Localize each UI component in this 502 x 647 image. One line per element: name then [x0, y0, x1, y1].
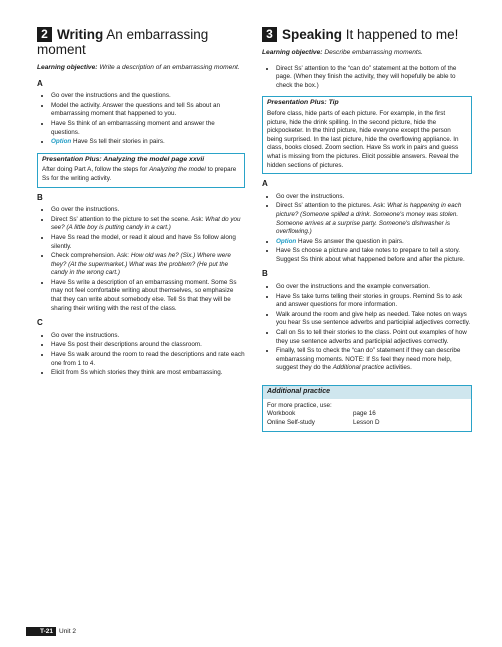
writing-title-bold: Writing [57, 27, 104, 42]
speaking-part-b-label: B [262, 269, 268, 279]
text-part: to prepare Ss for the writing activity. [42, 166, 237, 182]
presentation-tip-box [262, 96, 472, 174]
objective-label: Learning objective: [37, 64, 98, 71]
list-item: • Walk around the room and give help as needed. Take notes on ways you hear Ss use sentence adverbs and participial adjectives correctly. [276, 311, 472, 328]
speaking-title-rest: It happened to me! [345, 27, 459, 42]
list-item: • Model the activity. Answer the questions and tell Ss about an embarrassing moment that happened to you. [51, 102, 245, 119]
page-footer [26, 627, 76, 636]
list-item: • Have Ss think of an embarrassing moment and answer the questions. [51, 120, 245, 137]
presentation-plus-text [42, 166, 240, 183]
page-number: T-21 [26, 627, 56, 636]
text-part: Check comprehension. Ask: [51, 252, 131, 260]
additional-practice-row [267, 419, 467, 428]
speaking-intro-list [262, 65, 472, 91]
writing-heading [37, 27, 245, 57]
list-item: • Have Ss post their descriptions around the classroom. [51, 341, 245, 350]
speaking-objective [262, 49, 472, 58]
writing-part-a-label: A [37, 78, 43, 88]
list-item [51, 138, 245, 147]
resource-name: Online Self-study [267, 418, 315, 426]
list-item [51, 252, 245, 278]
writing-part-c-list [37, 332, 245, 378]
speaking-part-a-label: A [262, 179, 268, 189]
resource-name: Workbook [267, 410, 296, 418]
text-italic: Additional practice [332, 364, 385, 372]
text-italic: What do you see? (A little boy is putting candy in a cart.) [51, 215, 241, 232]
speaking-part-b-list [262, 283, 472, 373]
additional-practice-row [267, 410, 467, 419]
list-item: • Go over the instructions and the questions. [51, 92, 245, 101]
writing-part-c-label: C [37, 318, 43, 328]
text-part: Direct Ss' attention to the picture to set the scene. Ask: [51, 215, 206, 223]
list-item: • Go over the instructions. [276, 193, 472, 202]
additional-practice-title: Additional practice [263, 386, 471, 399]
objective-text: Describe embarrassing moments. [324, 49, 423, 56]
writing-objective [37, 64, 245, 73]
objective-label: Learning objective: [262, 49, 323, 56]
text-part: Direct Ss' attention to the pictures. Ask: [276, 202, 388, 210]
additional-practice-body [263, 399, 471, 432]
presentation-tip-text: Before class, hide parts of each picture. For example, in the first picture, hide the drink spilling. In the second picture, hide the pickpocketer. In the third picture, hide everyone except the person being surprised. In the last picture, hide the overflowing appliance. In class, books closed. Zoom section. Have Ss work in pairs and guess what is missing from the pictures. Elicit possible answers. Reveal the hidden sections of pictures. [267, 109, 459, 169]
list-item [276, 238, 472, 247]
list-item: • Call on Ss to tell their stories to the class. Point out examples of how they use sentence adverbs and participial adjectives correctly. [276, 329, 472, 346]
option-text: Have Ss tell their stories in pairs. [73, 138, 165, 146]
text-part: After doing Part A, follow the steps for [42, 166, 150, 174]
list-item: • Elicit from Ss which stories they think are most embarrassing. [51, 369, 245, 378]
additional-practice-intro: For more practice, use: [267, 401, 332, 409]
list-item [276, 202, 472, 236]
writing-title-rest: An embarrassing moment [37, 27, 209, 57]
list-item: • Have Ss write a description of an embarrassing moment. Some Ss may not feel comfortable writing about themselves, so emphasize that they can write about somebody else. Tell Ss that they will be sharing their writing with the rest of the class. [51, 279, 245, 313]
additional-practice-box [262, 385, 472, 432]
list-item [276, 347, 472, 373]
text-part: activities. [384, 364, 412, 372]
unit-label: Unit 2 [59, 628, 76, 635]
list-item: • Have Ss choose a picture and take notes to prepare to tell a story. Suggest Ss think about what happened before and after the picture. [276, 247, 472, 264]
speaking-heading [262, 27, 472, 42]
option-label: Option [51, 138, 72, 146]
list-item: • Go over the instructions. [51, 332, 245, 341]
writing-part-b-label: B [37, 192, 43, 202]
list-item: • Direct Ss' attention to the “can do” statement at the bottom of the page. (When they finish the activity, they will hopefully be able to check the box.) [276, 65, 472, 91]
presentation-plus-title: Presentation Plus: Analyzing the model page xxvii [42, 155, 205, 163]
text-italic: How old was he? (Six.) Where were they? (At the supermarket.) What was the problem? (He put the candy in the wrong cart.) [51, 252, 231, 277]
resource-ref: Lesson D [353, 418, 380, 426]
speaking-part-a-list [262, 193, 472, 265]
list-item: • Have Ss walk around the room to read the descriptions and rate each one from 1 to 4. [51, 351, 245, 368]
writing-part-b-list [37, 206, 245, 313]
resource-ref: page 16 [353, 410, 376, 418]
text-part: Finally, tell Ss to check the “can do” statement if they can describe embarrassing moments. NOTE: If Ss feel they need more help, suggest they do the [276, 347, 461, 372]
presentation-tip-title: Presentation Plus: Tip [267, 99, 339, 107]
speaking-section [262, 27, 472, 432]
text-italic: What is happening in each picture? (Someone spilled a drink. Someone's money was stolen. Someone arrives at a surprise party. Someone's dishwasher is overflowing.) [276, 202, 462, 236]
writing-section [37, 27, 245, 382]
writing-part-a-list [37, 92, 245, 147]
list-item: • Go over the instructions. [51, 206, 245, 215]
list-item [51, 216, 245, 233]
presentation-plus-box [37, 153, 245, 188]
option-text: Have Ss answer the question in pairs. [298, 237, 404, 245]
list-item: • Have Ss take turns telling their stories in groups. Remind Ss to ask and answer questions for more information. [276, 293, 472, 310]
list-item: • Go over the instructions and the example conversation. [276, 283, 472, 292]
section-number-3: 3 [262, 27, 277, 42]
option-label: Option [276, 237, 297, 245]
section-number-2: 2 [37, 27, 52, 42]
text-italic: Analyzing the model [149, 166, 206, 174]
objective-text: Write a description of an embarrassing moment. [99, 64, 240, 71]
speaking-title-bold: Speaking [282, 27, 343, 42]
list-item: • Have Ss read the model, or read it aloud and have Ss follow along silently. [51, 234, 245, 251]
